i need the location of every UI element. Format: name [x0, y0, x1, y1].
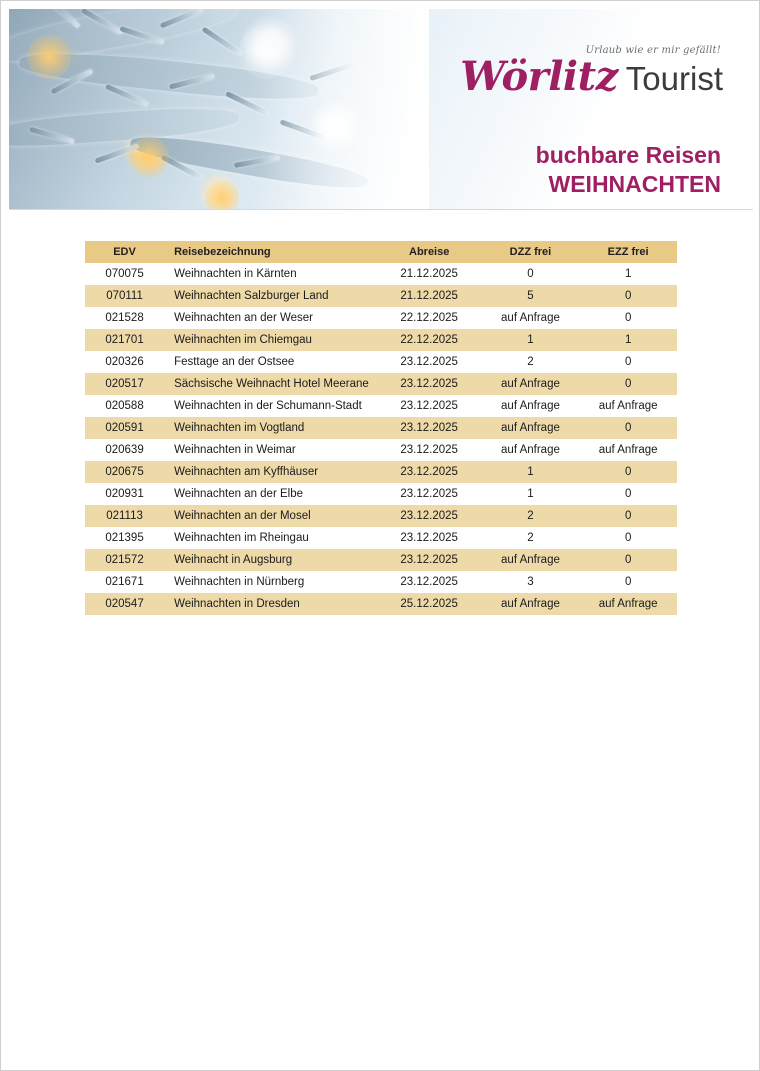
table-row [85, 571, 677, 593]
table-row [85, 505, 677, 527]
cell-ezz: 0 [579, 285, 677, 307]
cell-ezz: 0 [579, 549, 677, 571]
trips-table-wrap [85, 241, 677, 615]
title-line-1: buchbare Reisen [535, 142, 721, 168]
cell-dzz: 2 [482, 527, 580, 549]
table-row [85, 417, 677, 439]
cell-ezz: auf Anfrage [579, 395, 677, 417]
table-row [85, 593, 677, 615]
cell-abreise: 23.12.2025 [377, 461, 482, 483]
cell-name: Weihnachten im Chiemgau [164, 329, 377, 351]
logo-name-secondary: Tourist [625, 60, 723, 97]
cell-dzz: 2 [482, 351, 580, 373]
cell-name: Weihnachten in Weimar [164, 439, 377, 461]
cell-dzz: 5 [482, 285, 580, 307]
column-header-dzz: DZZ frei [482, 241, 580, 263]
cell-name: Weihnachten an der Mosel [164, 505, 377, 527]
cell-edv: 020517 [85, 373, 164, 395]
needle [202, 27, 243, 57]
header-banner [9, 9, 753, 209]
banner-divider [9, 209, 753, 210]
cell-ezz: 0 [579, 351, 677, 373]
table-row [85, 527, 677, 549]
cell-ezz: 0 [579, 373, 677, 395]
cell-dzz: auf Anfrage [482, 593, 580, 615]
cell-edv: 020675 [85, 461, 164, 483]
cell-ezz: 0 [579, 483, 677, 505]
table-row [85, 351, 677, 373]
cell-ezz: 1 [579, 263, 677, 285]
cell-dzz: 1 [482, 329, 580, 351]
cell-name: Weihnachten an der Weser [164, 307, 377, 329]
cell-ezz: 1 [579, 329, 677, 351]
cell-edv: 020591 [85, 417, 164, 439]
table-row [85, 549, 677, 571]
cell-abreise: 23.12.2025 [377, 571, 482, 593]
cell-ezz: 0 [579, 527, 677, 549]
page-title [536, 141, 721, 199]
cell-name: Festtage an der Ostsee [164, 351, 377, 373]
cell-dzz: 0 [482, 263, 580, 285]
cell-edv: 020639 [85, 439, 164, 461]
cell-edv: 070075 [85, 263, 164, 285]
cell-edv: 020547 [85, 593, 164, 615]
cell-abreise: 23.12.2025 [377, 527, 482, 549]
cell-dzz: 3 [482, 571, 580, 593]
table-row [85, 329, 677, 351]
cell-dzz: auf Anfrage [482, 395, 580, 417]
bokeh-light [27, 35, 71, 79]
cell-edv: 021113 [85, 505, 164, 527]
cell-edv: 020326 [85, 351, 164, 373]
cell-name: Weihnachten in Dresden [164, 593, 377, 615]
cell-name: Weihnachten in der Schumann-Stadt [164, 395, 377, 417]
cell-dzz: auf Anfrage [482, 373, 580, 395]
cell-ezz: 0 [579, 571, 677, 593]
cell-ezz: 0 [579, 505, 677, 527]
winter-branch-photo [9, 9, 429, 209]
logo [460, 45, 723, 100]
cell-edv: 021528 [85, 307, 164, 329]
cell-name: Weihnacht in Augsburg [164, 549, 377, 571]
cell-ezz: auf Anfrage [579, 593, 677, 615]
cell-name: Weihnachten an der Elbe [164, 483, 377, 505]
cell-name: Weihnachten in Kärnten [164, 263, 377, 285]
cell-abreise: 23.12.2025 [377, 549, 482, 571]
cell-abreise: 21.12.2025 [377, 285, 482, 307]
cell-dzz: auf Anfrage [482, 417, 580, 439]
logo-claim: Urlaub wie er mir gefällt! [585, 45, 721, 56]
cell-dzz: 2 [482, 505, 580, 527]
cell-abreise: 23.12.2025 [377, 505, 482, 527]
cell-edv: 021671 [85, 571, 164, 593]
column-header-name: Reisebezeichnung [164, 241, 377, 263]
title-line-2: WEIHNACHTEN [548, 170, 721, 197]
cell-name: Weihnachten Salzburger Land [164, 285, 377, 307]
column-header-abreise: Abreise [377, 241, 482, 263]
table-row [85, 285, 677, 307]
table-row [85, 483, 677, 505]
cell-edv: 021701 [85, 329, 164, 351]
bokeh-light [205, 181, 239, 209]
table-row [85, 373, 677, 395]
cell-dzz: auf Anfrage [482, 549, 580, 571]
column-header-ezz: EZZ frei [579, 241, 677, 263]
cell-abreise: 23.12.2025 [377, 351, 482, 373]
table-row [85, 461, 677, 483]
cell-abreise: 23.12.2025 [377, 373, 482, 395]
cell-dzz: auf Anfrage [482, 439, 580, 461]
cell-dzz: auf Anfrage [482, 307, 580, 329]
cell-dzz: 1 [482, 461, 580, 483]
cell-abreise: 21.12.2025 [377, 263, 482, 285]
trips-table [85, 241, 677, 615]
cell-abreise: 23.12.2025 [377, 395, 482, 417]
cell-abreise: 23.12.2025 [377, 417, 482, 439]
cell-abreise: 23.12.2025 [377, 483, 482, 505]
cell-abreise: 22.12.2025 [377, 329, 482, 351]
cell-abreise: 25.12.2025 [377, 593, 482, 615]
logo-name-primary: Wörlitz [460, 53, 618, 100]
cell-name: Weihnachten in Nürnberg [164, 571, 377, 593]
bokeh-light [129, 137, 169, 177]
cell-ezz: auf Anfrage [579, 439, 677, 461]
trips-table-body [85, 263, 677, 615]
cell-edv: 021395 [85, 527, 164, 549]
cell-abreise: 23.12.2025 [377, 439, 482, 461]
cell-edv: 020588 [85, 395, 164, 417]
photo-fade [259, 9, 429, 209]
table-header-row [85, 241, 677, 263]
cell-dzz: 1 [482, 483, 580, 505]
cell-name: Weihnachten am Kyffhäuser [164, 461, 377, 483]
cell-ezz: 0 [579, 417, 677, 439]
table-row [85, 439, 677, 461]
cell-ezz: 0 [579, 461, 677, 483]
cell-name: Sächsische Weihnacht Hotel Meerane [164, 373, 377, 395]
cell-edv: 070111 [85, 285, 164, 307]
cell-ezz: 0 [579, 307, 677, 329]
cell-abreise: 22.12.2025 [377, 307, 482, 329]
cell-edv: 020931 [85, 483, 164, 505]
table-row [85, 307, 677, 329]
cell-edv: 021572 [85, 549, 164, 571]
cell-name: Weihnachten im Rheingau [164, 527, 377, 549]
column-header-edv: EDV [85, 241, 164, 263]
table-row [85, 263, 677, 285]
table-row [85, 395, 677, 417]
cell-name: Weihnachten im Vogtland [164, 417, 377, 439]
